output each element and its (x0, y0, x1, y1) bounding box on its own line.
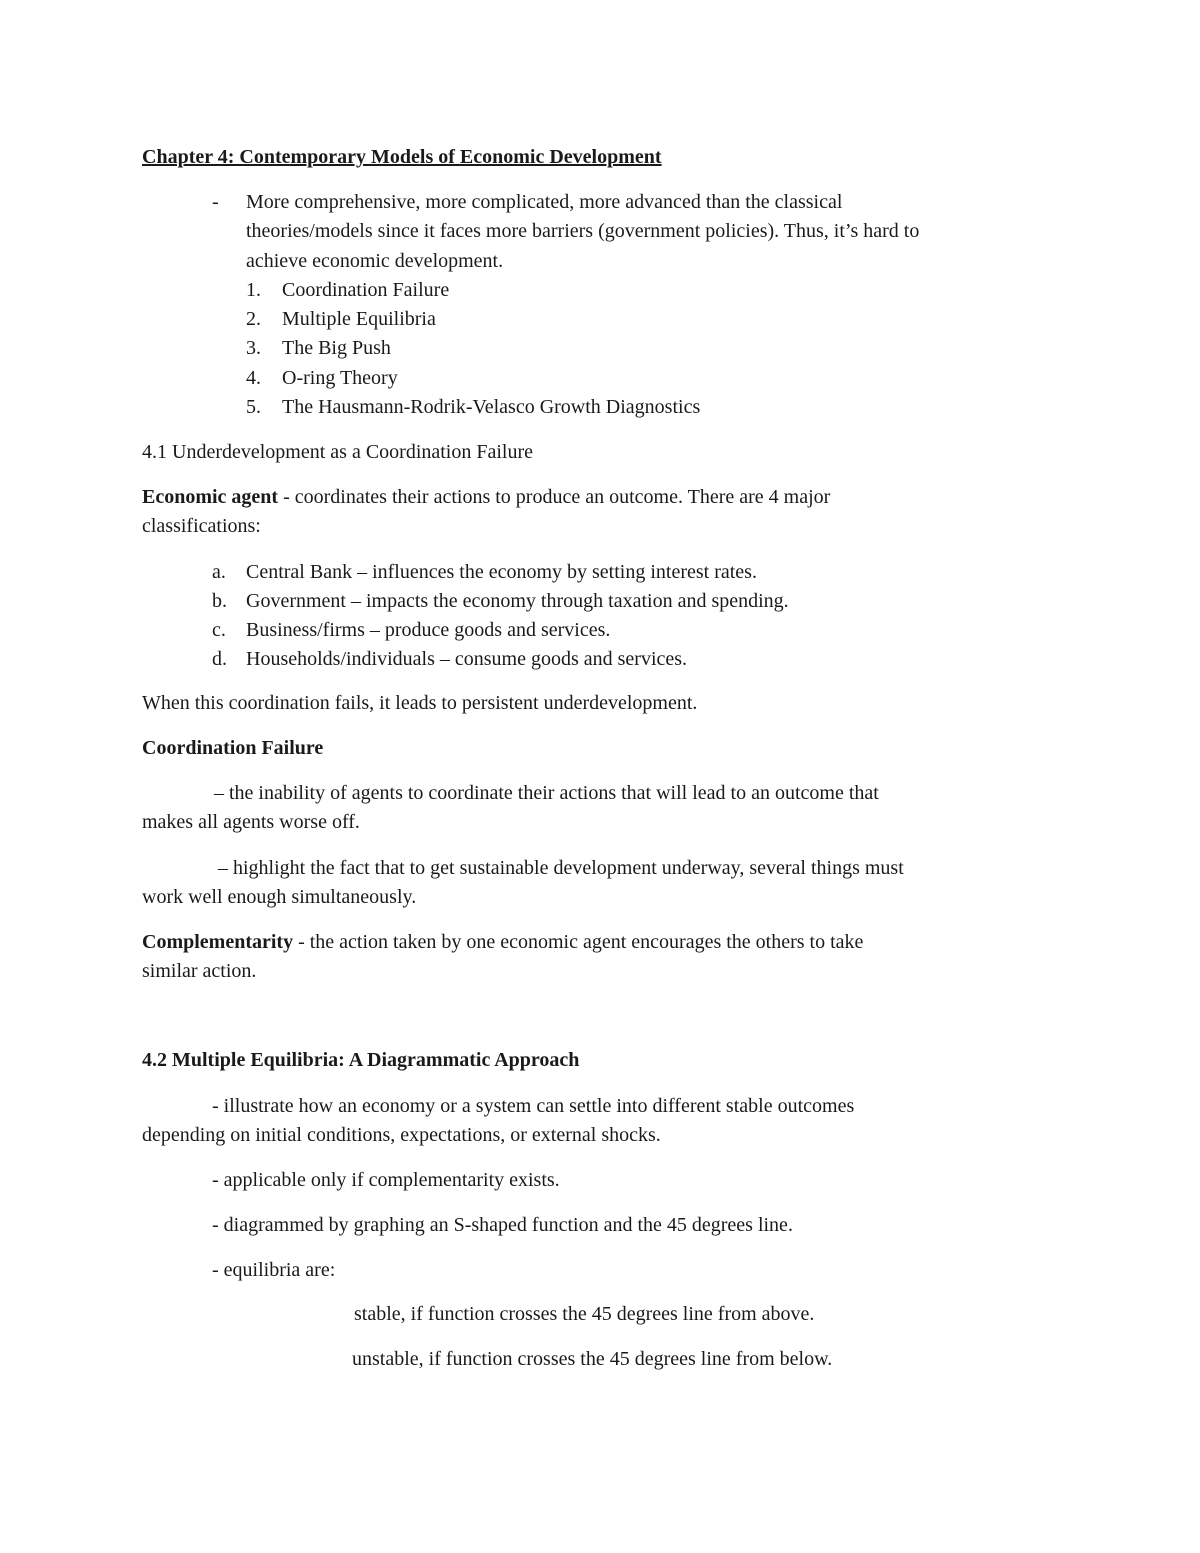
intro-line: theories/models since it faces more barriers (government policies). Thus, it’s hard to (246, 220, 920, 242)
complementarity-definition (142, 928, 863, 957)
section-4-2-point: - diagrammed by graphing an S-shaped function and the 45 degrees line. (212, 1214, 793, 1236)
model-item: O-ring Theory (282, 367, 398, 389)
agent-item: Government – impacts the economy through taxation and spending. (246, 590, 789, 612)
section-4-2-point: - applicable only if complementarity exists. (212, 1169, 560, 1191)
agent-item: Households/individuals – consume goods and services. (246, 648, 688, 670)
unstable-equilibrium: unstable, if function crosses the 45 degrees line from below. (352, 1348, 833, 1370)
agent-letter: a. (212, 561, 226, 583)
economic-agent-definition (142, 483, 830, 512)
coordination-failure-heading: Coordination Failure (142, 737, 324, 759)
agent-item: Business/firms – produce goods and services. (246, 619, 611, 641)
model-item: Multiple Equilibria (282, 308, 436, 330)
agent-letter: b. (212, 590, 227, 612)
model-item: The Hausmann-Rodrik-Velasco Growth Diagnostics (282, 396, 701, 418)
intro-line: More comprehensive, more complicated, more advanced than the classical (246, 191, 843, 213)
economic-agent-def-cont: classifications: (142, 515, 261, 537)
agent-letter: c. (212, 619, 226, 641)
failure-note: When this coordination fails, it leads to persistent underdevelopment. (142, 692, 698, 714)
agent-item: Central Bank – influences the economy by setting interest rates. (246, 561, 757, 583)
model-number: 2. (246, 308, 261, 330)
section-4-2-heading: 4.2 Multiple Equilibria: A Diagrammatic Approach (142, 1049, 580, 1071)
intro-bullet-marker: - (212, 191, 219, 213)
section-4-1-heading: 4.1 Underdevelopment as a Coordination Failure (142, 441, 534, 463)
section-4-2-point: - equilibria are: (212, 1259, 336, 1281)
coordination-failure-def2: – highlight the fact that to get sustainable development underway, several things must (218, 857, 904, 879)
complementarity-term: Complementarity (142, 931, 294, 953)
model-number: 4. (246, 367, 261, 389)
model-item: Coordination Failure (282, 279, 450, 301)
complementarity-def-cont: similar action. (142, 960, 257, 982)
economic-agent-term: Economic agent (142, 486, 279, 508)
model-item: The Big Push (282, 337, 391, 359)
economic-agent-def: - coordinates their actions to produce an outcome. There are 4 major (278, 486, 831, 508)
intro-line: achieve economic development. (246, 250, 504, 272)
agent-letter: d. (212, 648, 227, 670)
model-number: 5. (246, 396, 261, 418)
section-4-2-point: - illustrate how an economy or a system can settle into different stable outcomes (212, 1095, 855, 1117)
coordination-failure-def1-cont: makes all agents worse off. (142, 811, 360, 833)
model-number: 3. (246, 337, 261, 359)
coordination-failure-def2-cont: work well enough simultaneously. (142, 886, 417, 908)
stable-equilibrium: stable, if function crosses the 45 degrees line from above. (354, 1303, 815, 1325)
section-4-2-point-cont: depending on initial conditions, expectations, or external shocks. (142, 1124, 661, 1146)
complementarity-def: - the action taken by one economic agent encourages the others to take (293, 931, 864, 953)
chapter-title: Chapter 4: Contemporary Models of Economic Development (142, 146, 662, 168)
model-number: 1. (246, 279, 261, 301)
coordination-failure-def1: – the inability of agents to coordinate their actions that will lead to an outcome that (214, 782, 879, 804)
